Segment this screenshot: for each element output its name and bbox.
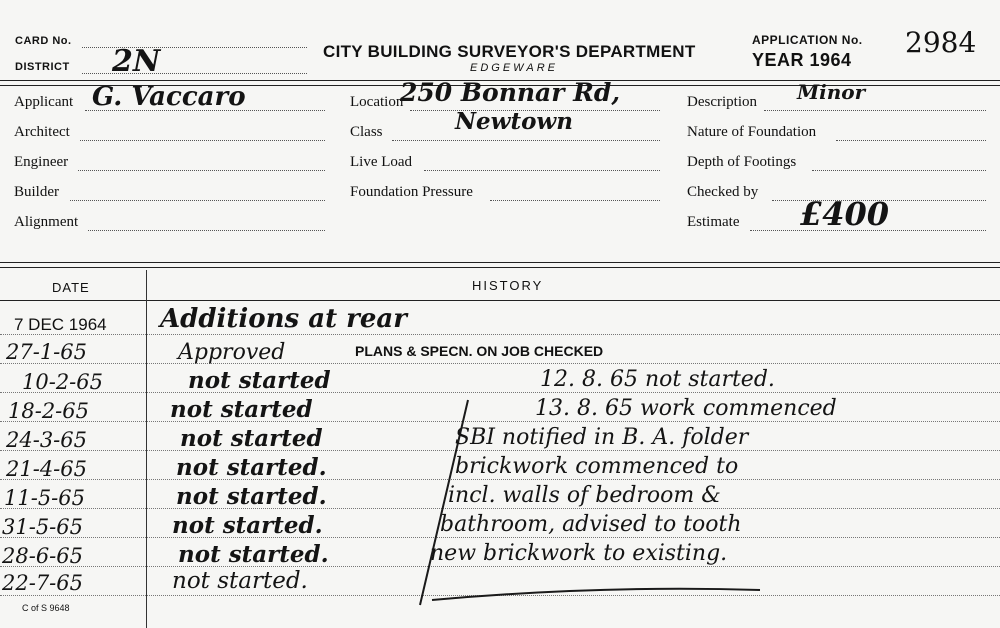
alignment-label: Alignment [14,214,79,230]
live-load-label: Live Load [350,154,413,170]
estimate-label: Estimate [687,214,740,230]
row-date: 31-5-65 [2,515,83,539]
location-label: Location [350,94,404,110]
foundation-pressure-label: Foundation Pressure [350,184,473,200]
application-label: APPLICATION No. [752,33,863,47]
year-label: YEAR 1964 [752,50,852,70]
note-line: bathroom, advised to tooth [440,512,742,537]
row-entry: not started [170,396,313,423]
row-entry: not started [188,367,331,394]
row-entry: not started. [176,454,327,481]
location-annotation: EDGEWARE [470,62,558,74]
class-value: Newtown [455,108,573,135]
row-date: 28-6-65 [2,544,83,568]
location-value: 250 Bonnar Rd, [400,78,621,107]
depth-of-footings-label: Depth of Footings [687,154,797,170]
handwritten-underline-stroke [432,589,760,600]
description-value: Minor [797,80,866,104]
row-date: 11-5-65 [4,486,85,510]
row-date: 7 DEC 1964 [14,315,107,334]
note-line: brickwork commenced to [455,454,739,479]
row-entry: not started. [178,541,329,568]
district-value: 2N [112,44,161,79]
builder-label: Builder [14,184,59,200]
row-entry: Additions at rear [160,304,407,334]
class-label: Class [350,124,383,140]
row-entry: not started. [172,568,308,594]
nature-of-foundation-label: Nature of Foundation [687,124,817,140]
note-line: 12. 8. 65 not started. [540,367,775,392]
row-date: 21-4-65 [6,457,87,481]
row-entry: not started. [176,483,327,510]
row-entry: not started. [172,512,323,539]
row-date: 27-1-65 [6,340,87,364]
row-date: 24-3-65 [6,428,87,452]
form-number: C of S 9648 [22,603,70,613]
row-date: 22-7-65 [2,571,83,595]
note-line: new brickwork to existing. [430,541,728,566]
engineer-label: Engineer [14,154,69,170]
row-entry: not started [180,425,323,452]
checked-by-label: Checked by [687,184,759,200]
row-date: 10-2-65 [22,370,103,394]
note-line: incl. walls of bedroom & [448,483,721,508]
date-header: DATE [52,280,90,295]
history-header: HISTORY [472,278,544,293]
architect-label: Architect [14,124,70,140]
row-entry: Approved [178,340,286,365]
applicant-label: Applicant [14,94,74,110]
district-label: DISTRICT [15,61,70,73]
department-title: CITY BUILDING SURVEYOR'S DEPARTMENT [323,42,696,61]
note-line: SBI notified in B. A. folder [455,425,749,450]
card-no-label: CARD No. [15,35,72,47]
estimate-value: £400 [800,195,890,233]
application-number: 2984 [905,26,977,59]
row-date: 18-2-65 [8,399,89,423]
note-line: 13. 8. 65 work commenced [535,396,837,421]
stamp-text: PLANS & SPECN. ON JOB CHECKED [355,343,604,359]
applicant-value: G. Vaccaro [92,82,246,112]
description-label: Description [687,94,757,110]
